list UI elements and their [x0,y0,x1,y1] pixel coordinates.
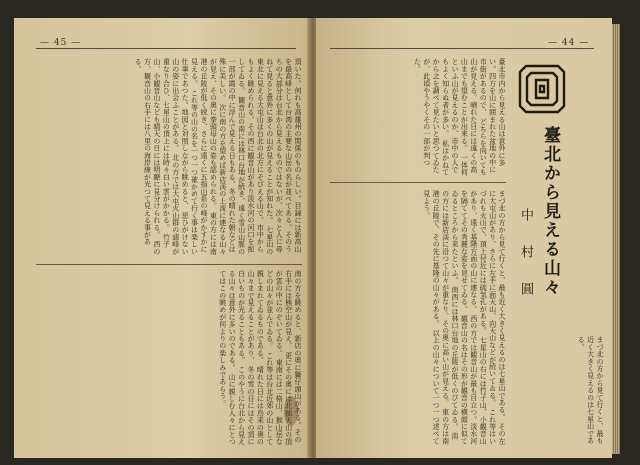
left-upper-text [36,58,302,258]
article-title: 臺北から見える山々 [540,126,560,297]
right-lower-col-1: まづ北の方から見て行くと、最も近く大きく見えるのは七星山である。 [498,190,506,421]
decorative-emblem-icon [516,62,568,116]
right-col-4: 私はかねてから之を調べて見たいと思つてゐたが、此頃やうやくその一部が判つた。 [413,58,450,176]
left-col-4: 次に南の方を望めば新店渓の上流に連なる山々が見え、その奥に拳頭母山の姿も認められる。 [209,58,227,255]
right-col-2: どちらを向いても山が見える。晴れた日には遠くの高山までも望むことが出来る。 [460,58,488,176]
left-lower-col-2: 更にその奥には北插天山の頂が雲の中にのぞいてゐる。 [275,270,293,446]
left-col-9: 竹子山、小観音山なども晴天の日には明瞭に見分けられる。 [152,58,171,248]
left-lower-col-6: 冬の雪の日にはその頂に白いものが光ることもある。 [237,270,255,446]
right-page [316,18,612,458]
left-col-6: これ等の山の名を一つ一つ確かめて行く事は楽しい仕事であつた。地図と対照しながら眺めると、 [181,58,199,255]
right-lower-col-2: その左に大屯山があり、さらに左手に面天山、向天山などが続いてゐる。 [488,190,506,445]
right-side-col-1: まづ北の方から見て行くと、最も近く大きく見えるのは七星山である。 [577,336,604,444]
right-lower-col-5: 西の方では観音山が最も目立つ。淡水河を隔ててその秀麗な姿を見せてゐる。 [460,190,478,445]
right-header-rule [330,48,594,49]
left-col-7: 思ひがけない山の姿に出会ふことがある。 [171,58,190,255]
left-col-8: 北の方では大屯火山群の諸峰が重なり合ひ、七星山の頂上には時々白い雲がかかる。 [162,58,180,255]
right-lower-col-6: 観音山の名はその形が観音の横顔に似てゐるところから来たといふ。 [450,190,469,445]
right-col-3: 一体何といふ山が見えるのか、市中の人でもよく知らぬ者が多い。 [441,58,469,176]
right-side-text [512,336,604,446]
article-author: 中 村 圓 [518,208,533,306]
left-col-1: 頂いた。何れも高雄州の関係のものらしい。目録には新高山を最高峰として台湾の主要な山岳の名が並べてある。そのうちの大部分は台北から見えるものではないが、次々と人に尋ねて見ると意外に多くの山が見えることが知れた。 [265,58,302,253]
left-lower-col-3: 東南には二格山、猴山岳などの山々が並んでゐる。 [265,270,284,446]
left-col-5: 東の方には南港の丘陵が低く続き、さらに遠くに五指山系の峰がかすかに見える。 [190,58,218,255]
right-lower-col-3: これ等はいづれも火山で、頂上付近には硫気孔がある。 [479,190,497,445]
left-lower-col-7: このやうに台北から見える山々は意外に多いのである。 [228,270,246,446]
left-header-rule [36,48,296,49]
left-lower-col-1: 南の方を眺めると、新店の奥に獅仔頭山がある。その右手には熊空山が見え、 [284,270,302,443]
right-lower-col-7: 南西には林口台地の丘陵が低くのびてゐる。 [450,286,459,431]
open-magazine-spread [14,18,612,458]
right-lower-text [330,190,506,446]
paper-stain [284,396,298,426]
right-page-number: — 44 — [548,38,590,48]
right-upper-text [330,58,506,176]
left-col-2: 七星山の東北に見える大屯山は台北の北方にそびえる山で、市中からもよく眺められる。その西に観音山があり淡水河の河口を扼してゐる。 [237,58,274,255]
right-col-1: 臺北市内から見える山は意外に多い。四方を山に囲まれた盆地の中に市街があるので、 [479,58,506,174]
left-page-number: — 45 — [40,38,82,48]
left-col-3: 観音山の南には林口台地が続き、遠く雪山山脈の一部が霞の中に浮んで見える日もある。冬の晴れた朝などは殊に美しい。 [218,58,246,255]
left-lower-col-5: 晴れた日には烏来の奥の山々まで見えることがあり、 [246,270,265,446]
right-section-divider [330,182,506,183]
left-lower-col-8: 山に親しむ人々にとつてはこの眺めが何よりの楽しみであらう。 [218,270,237,446]
left-section-divider [36,264,302,265]
left-col-10: 西の方、観音山の右手には八里の海岸線が光つて見える事がある。 [134,58,161,255]
left-lower-text [36,270,302,448]
left-lower-col-4: これ等は台北近郊の山として親しまれてゐるものである。 [256,270,274,446]
right-lower-col-8: 南の方には新店渓に沿つて山々が重なり、その奥に高い山が見える。 [441,190,459,440]
right-lower-col-10: 以上の山々について一つ一つ述べて見よう。 [422,190,441,445]
right-lower-col-4: 七星山の右には竹子山、小観音山があり、遠く基隆方面の山に連なる。 [469,190,488,445]
left-page [14,18,310,458]
right-lower-col-9: 東の方は南港の丘陵で、その先に基隆の山々がある。 [432,190,450,445]
